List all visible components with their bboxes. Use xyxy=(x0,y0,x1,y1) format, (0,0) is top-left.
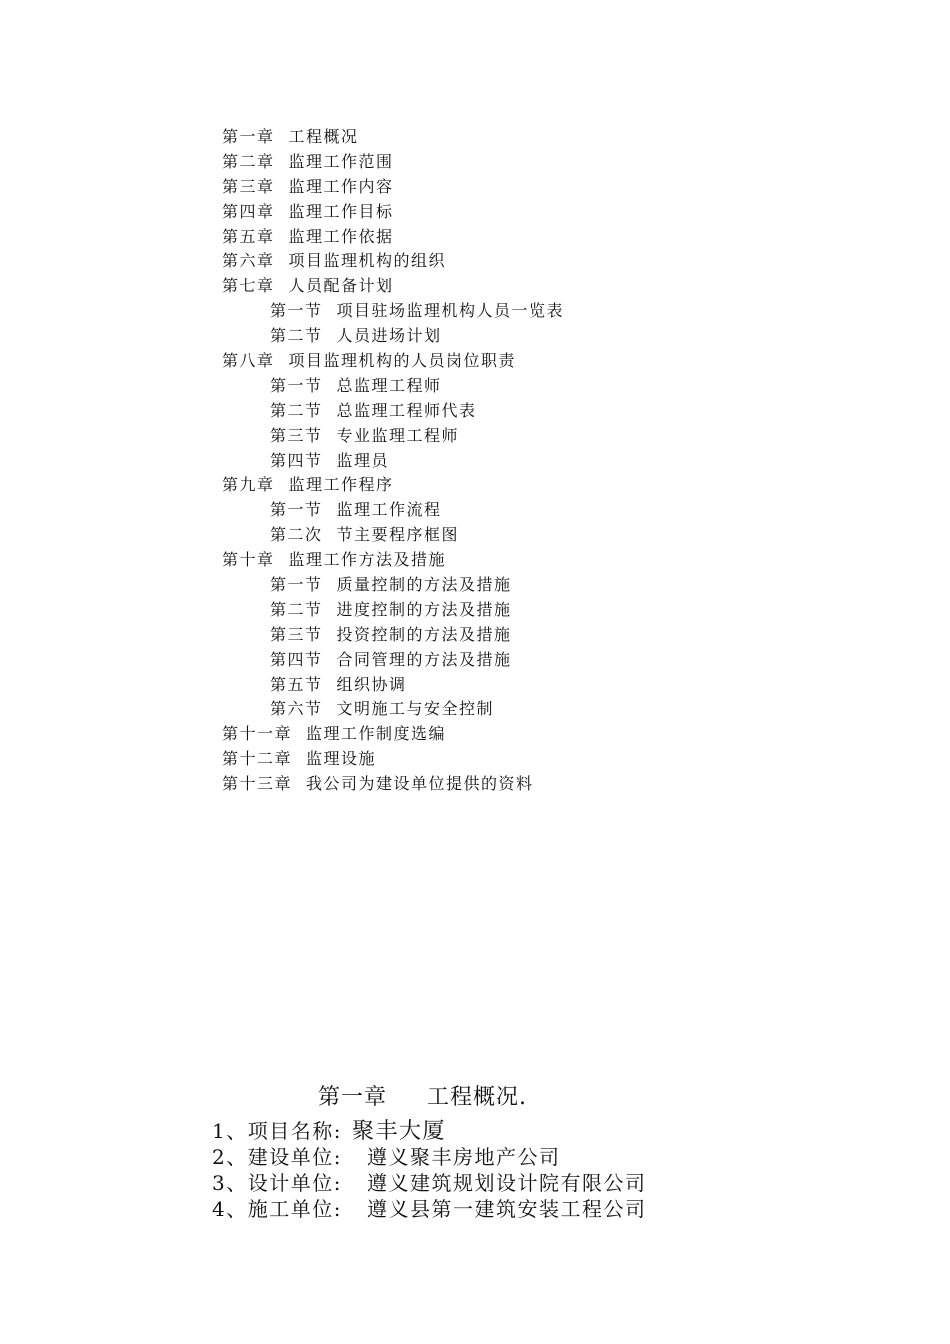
toc-chapter-row xyxy=(222,349,822,374)
info-value: 聚丰大厦 xyxy=(351,1119,446,1144)
toc-number: 第十一章 xyxy=(222,724,293,744)
toc-section-row xyxy=(222,374,822,399)
toc-chapter-row xyxy=(222,473,822,498)
toc-section-row xyxy=(222,498,822,523)
toc-title: 我公司为建设单位提供的资料 xyxy=(306,774,534,794)
toc-section-row xyxy=(222,648,822,673)
info-label: 3、设计单位: xyxy=(212,1171,342,1195)
info-value: 遵义聚丰房地产公司 xyxy=(367,1145,561,1169)
toc-number: 第一节 xyxy=(270,500,323,520)
toc-number: 第十章 xyxy=(222,550,275,570)
toc-title: 文明施工与安全控制 xyxy=(336,699,495,719)
toc-title: 监理工作程序 xyxy=(288,475,394,495)
info-label: 4、施工单位: xyxy=(212,1197,342,1221)
toc-title: 质量控制的方法及措施 xyxy=(336,575,512,595)
toc-title: 监理工作内容 xyxy=(288,176,394,196)
toc-title: 节主要程序框图 xyxy=(336,525,460,545)
toc-chapter-row xyxy=(222,125,822,150)
toc-section-row xyxy=(222,697,822,722)
toc-title: 人员配备计划 xyxy=(288,276,394,296)
info-label: 1、项目名称: xyxy=(212,1119,342,1143)
project-info-row xyxy=(212,1144,561,1170)
toc-title: 总监理工程师 xyxy=(336,375,442,395)
toc-number: 第四节 xyxy=(270,649,323,669)
toc-number: 第二节 xyxy=(270,400,323,420)
toc-title: 总监理工程师代表 xyxy=(336,400,477,420)
toc-number: 第三章 xyxy=(222,176,275,196)
toc-number: 第十三章 xyxy=(222,774,293,794)
project-info-row xyxy=(212,1196,647,1222)
project-info-row xyxy=(212,1170,647,1196)
toc-number: 第二次 xyxy=(270,525,323,545)
toc-number: 第一章 xyxy=(222,127,275,146)
toc-section-row xyxy=(222,598,822,623)
chapter-number: 第一章 xyxy=(318,1085,388,1110)
toc-section-row xyxy=(222,523,822,548)
toc-chapter-row xyxy=(222,225,822,250)
toc-chapter-row xyxy=(222,548,822,573)
chapter-title: 工程概况. xyxy=(427,1085,528,1110)
toc-section-row xyxy=(222,299,822,324)
toc-title: 监理工作方法及措施 xyxy=(288,550,447,570)
toc-section-row xyxy=(222,673,822,698)
info-label: 2、建设单位: xyxy=(212,1145,342,1169)
table-of-contents xyxy=(222,125,822,797)
toc-chapter-row xyxy=(222,747,822,772)
toc-title: 合同管理的方法及措施 xyxy=(336,649,512,669)
project-info-list xyxy=(212,1118,647,1222)
toc-title: 工程概况 xyxy=(288,127,359,146)
toc-section-row xyxy=(222,449,822,474)
toc-number: 第八章 xyxy=(222,351,275,371)
toc-section-row xyxy=(222,623,822,648)
chapter-heading xyxy=(318,1080,527,1111)
toc-chapter-row xyxy=(222,249,822,274)
info-value: 遵义建筑规划设计院有限公司 xyxy=(367,1171,647,1195)
toc-number: 第三节 xyxy=(270,425,323,445)
toc-chapter-row xyxy=(222,200,822,225)
toc-chapter-row xyxy=(222,175,822,200)
toc-title: 监理工作流程 xyxy=(336,500,442,520)
toc-chapter-row xyxy=(222,722,822,747)
toc-title: 监理工作目标 xyxy=(288,201,394,221)
toc-number: 第五节 xyxy=(270,674,323,694)
toc-number: 第三节 xyxy=(270,624,323,644)
toc-title: 监理工作依据 xyxy=(288,226,394,246)
toc-title: 监理员 xyxy=(336,450,390,470)
toc-number: 第二章 xyxy=(222,151,275,171)
toc-title: 专业监理工程师 xyxy=(336,425,460,445)
toc-number: 第一节 xyxy=(270,375,323,395)
toc-number: 第一节 xyxy=(270,575,323,595)
toc-section-row xyxy=(222,399,822,424)
toc-title: 项目监理机构的人员岗位职责 xyxy=(288,351,517,371)
toc-chapter-row xyxy=(222,772,822,797)
toc-number: 第二节 xyxy=(270,599,323,619)
toc-number: 第十二章 xyxy=(222,749,293,769)
info-value: 遵义县第一建筑安装工程公司 xyxy=(367,1197,647,1221)
toc-section-row xyxy=(222,424,822,449)
toc-number: 第二节 xyxy=(270,326,323,346)
toc-section-row xyxy=(222,573,822,598)
toc-number: 第七章 xyxy=(222,276,275,296)
toc-title: 组织协调 xyxy=(336,674,407,694)
toc-number: 第九章 xyxy=(222,475,275,495)
toc-number: 第六章 xyxy=(222,251,275,271)
toc-title: 投资控制的方法及措施 xyxy=(336,624,512,644)
toc-chapter-row xyxy=(222,274,822,299)
toc-title: 监理工作制度选编 xyxy=(306,724,447,744)
toc-title: 进度控制的方法及措施 xyxy=(336,599,512,619)
toc-title: 项目驻场监理机构人员一览表 xyxy=(336,301,565,321)
toc-number: 第五章 xyxy=(222,226,275,246)
toc-number: 第六节 xyxy=(270,699,323,719)
toc-title: 项目监理机构的组织 xyxy=(288,251,447,271)
toc-title: 监理设施 xyxy=(306,749,377,769)
toc-section-row xyxy=(222,324,822,349)
toc-number: 第四章 xyxy=(222,201,275,221)
project-info-row xyxy=(212,1118,446,1144)
toc-number: 第一节 xyxy=(270,301,323,321)
toc-number: 第四节 xyxy=(270,450,323,470)
toc-title: 人员进场计划 xyxy=(336,326,442,346)
toc-title: 监理工作范围 xyxy=(288,151,394,171)
toc-chapter-row xyxy=(222,150,822,175)
